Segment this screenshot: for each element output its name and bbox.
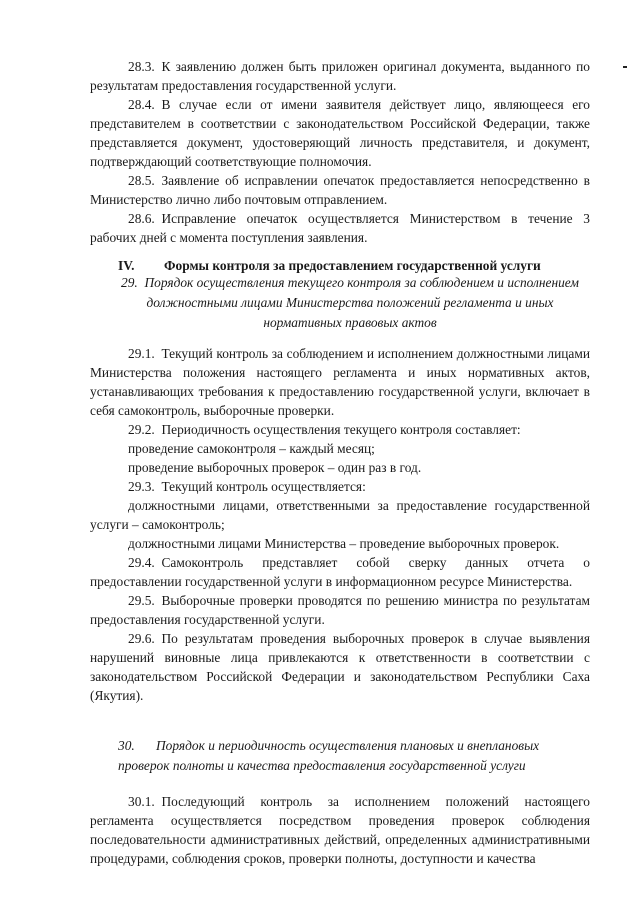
paragraph-29-3: 29.3. Текущий контроль осуществляется: xyxy=(128,479,366,494)
paragraph-29-2-b: проведение выборочных проверок – один раз в год. xyxy=(128,460,422,475)
subsection-30-number: 30. xyxy=(118,738,135,753)
section-title: Формы контроля за предоставлением государственной услуги xyxy=(164,258,541,273)
page-edge-mark xyxy=(623,66,627,68)
paragraph-29-2: 29.2. Периодичность осуществления текущего контроля составляет: xyxy=(128,422,521,437)
paragraph-29-2-a: проведение самоконтроля – каждый месяц; xyxy=(128,441,375,456)
subsection-29-title: 29. Порядок осуществления текущего контроля за соблюдением и исполнением должностными лицами Министерства положений регламента и иных нормативных правовых актов xyxy=(121,275,579,330)
document-page xyxy=(90,0,590,905)
paragraph-29-5: 29.5. Выборочные проверки проводятся по решению министра по результатам предоставления государственной услуги. xyxy=(90,593,590,627)
paragraph-28-4: 28.4. В случае если от имени заявителя действует лицо, являющееся его представителем в соответствии с законодательством Российской Федерации, также представляется документ, удостоверяющий личность представителя, и документ, подтверждающий соответствующие полномочия. xyxy=(90,97,590,169)
paragraph-29-3-b: должностными лицами Министерства – проведение выборочных проверок. xyxy=(128,536,560,551)
paragraph-28-3: 28.3. К заявлению должен быть приложен оригинал документа, выданного по результатам предоставления государственной услуги. xyxy=(90,59,590,93)
paragraph-29-6: 29.6. По результатам проведения выборочных проверок в случае выявления нарушений виновные лица привлекаются к ответственности в соответствии с законодательством Российской Федерации и законодательством Республики Саха (Якутия). xyxy=(90,631,590,703)
paragraph-29-3-a: должностными лицами, ответственными за предоставление государственной услуги – самоконтроль; xyxy=(90,498,590,532)
paragraph-28-5: 28.5. Заявление об исправлении опечаток предоставляется непосредственно в Министерство лично либо почтовым отправлением. xyxy=(90,173,590,207)
section-number: IV. xyxy=(118,258,135,273)
paragraph-30-1: 30.1. Последующий контроль за исполнением положений настоящего регламента осуществляется посредством проведения проверок соблюдения последовательности административных действий, определенных административными процедурами, соблюдения сроков, проверки полноты, доступности и качества xyxy=(90,794,590,866)
subsection-30-title xyxy=(118,736,590,776)
paragraph-29-1: 29.1. Текущий контроль за соблюдением и исполнением должностными лицами Министерства положения настоящего регламента и иных нормативных актов, устанавливающих требования к предоставлению государственной услуги, включает в себя самоконтроль, выборочные проверки. xyxy=(90,346,590,418)
paragraph-29-4: 29.4. Самоконтроль представляет собой сверку данных отчета о предоставлении государственной услуги в информационном ресурсе Министерства. xyxy=(90,555,590,589)
subsection-30-text: Порядок и периодичность осуществления плановых и внеплановых проверок полноты и качества предоставления государственной услуги xyxy=(118,738,540,773)
paragraph-28-6: 28.6. Исправление опечаток осуществляется Министерством в течение 3 рабочих дней с момента поступления заявления. xyxy=(90,211,590,245)
